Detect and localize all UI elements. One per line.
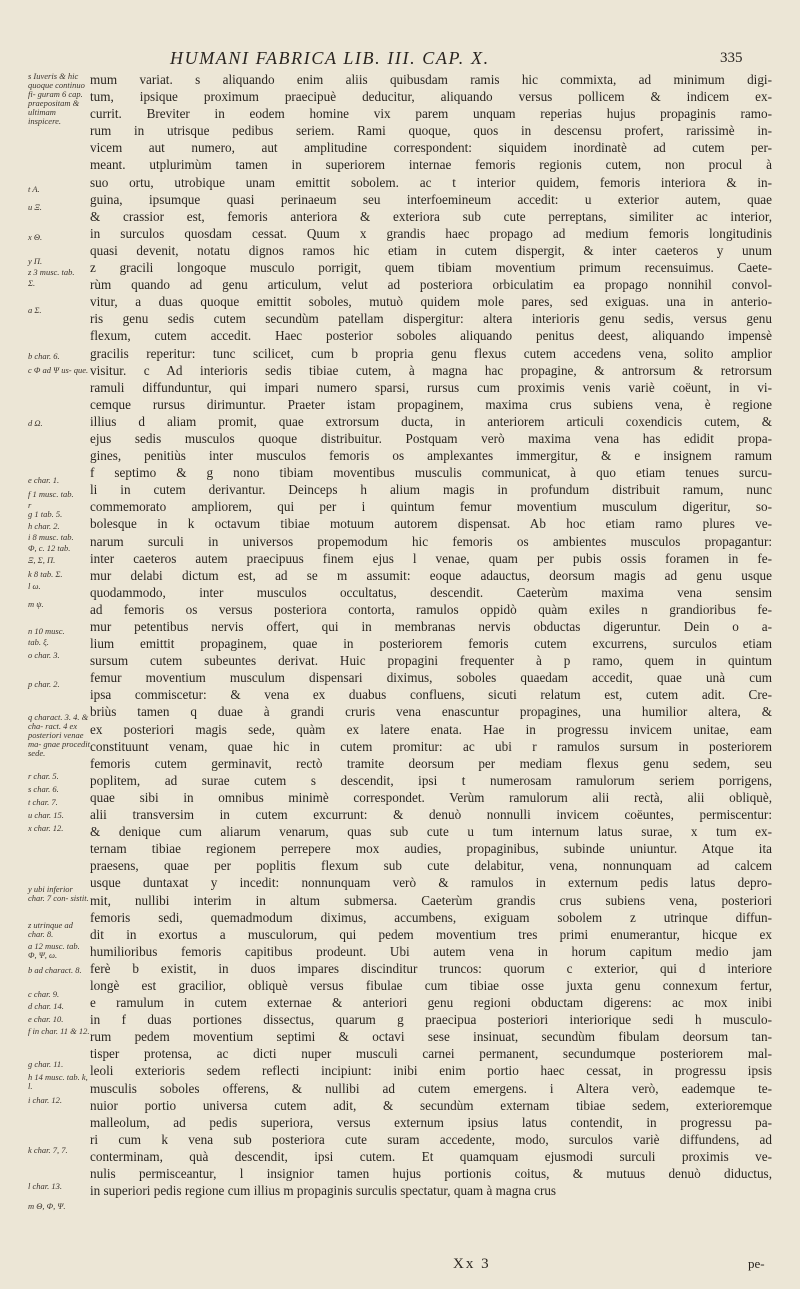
margin-note: u char. 15. — [28, 810, 64, 820]
margin-note: y Π. — [28, 256, 43, 266]
body-line: praesens, quae per poplitis flexum sub cute delabitur, vena, nonnunquam ad calcem — [90, 858, 772, 874]
margin-note: tab. ξ. — [28, 637, 49, 647]
margin-note: u Ξ. — [28, 202, 42, 212]
body-line: nulis permisceantur, l insignior tamen hujus portionis coitus, & mutuus denuò diductus, — [90, 1166, 772, 1181]
body-line: in surculos quosdam cessat. Quum x grandis haec propago ad medium femoris longitudinis — [90, 225, 772, 241]
body-line: mit, nullibi interim in altum submersa. Caeterùm grandis crus subiens vena, posteriori — [90, 892, 772, 908]
margin-note: Ξ, Σ, Π. — [28, 555, 56, 565]
body-line: ris genu sedis cutem secundùm patellam dispergitur: altera interioris genu sedis, versus genu — [90, 311, 772, 327]
margin-note: h char. 2. — [28, 521, 60, 531]
body-line: conterminam, quà descendit, ipsi cutem. Et quamquam ejusmodi surculi proximis ve- — [90, 1148, 772, 1164]
margin-note: k 8 tab. Σ. — [28, 569, 63, 579]
body-line: & denique cum aliarum venarum, quas sub cute u tum internum latus surae, x tum ex- — [90, 824, 772, 840]
body-line: tisper protensa, ac dicti nuper musculi carnei permanent, secundumque posteriorem mal- — [90, 1046, 772, 1062]
body-line: z gracili longoque musculo porrigit, quem tibiam moventium primum recensuimus. Caete- — [90, 260, 772, 276]
margin-note: g 1 tab. 5. — [28, 509, 63, 519]
margin-note: a Σ. — [28, 305, 42, 315]
margin-note: t char. 7. — [28, 797, 58, 807]
body-line: commemorato ampliorem, qui per i quintum femur moventium musculum digeritur, so- — [90, 499, 772, 515]
body-line: rùm quando ad genu articulum, velut ad posteriora orbiculatim ea propago nonnihil convol- — [90, 277, 772, 293]
body-line: quasi devenit, notatu dignos ramos hic etiam in cutem dispergit, & inter caeteros y unum — [90, 242, 772, 258]
margin-note: p char. 2. — [28, 679, 60, 689]
body-line: in f duas portiones dissectus, quarum g praecipua posteriori interiorique sedi h musculo- — [90, 1012, 772, 1028]
body-line: malleolum, ad pedis superiora, versus externum ipsius latus contendit, in progressu pa- — [90, 1114, 772, 1130]
page-footer — [0, 1256, 800, 1276]
body-line: gracilis reperitur: tunc scilicet, cum b propria genu flexus cutem accedens vena, solito amplior — [90, 345, 772, 361]
margin-note: n 10 musc. — [28, 626, 65, 636]
body-line: quodammodo, inter musculos occultatus, descendit. Caeterùm maxima vena sensim — [90, 584, 772, 600]
body-line: narum surculi in universos propemodum hic femoris os ambientes musculos propagantur: — [90, 533, 772, 549]
body-line: meant. utplurimùm tamen in superiorem internae femoris regionis cutem, non procul à — [90, 157, 772, 173]
margin-note: i char. 12. — [28, 1095, 62, 1105]
margin-note: o char. 3. — [28, 650, 60, 660]
body-line: femoris sedi, quemadmodum diximus, accumbens, exiguam sobolem z utrinque diffun- — [90, 909, 772, 925]
body-line: constituunt venam, quae hic in cutem promitur: ac ubi r ramulos sursum in posteriorem — [90, 738, 772, 754]
body-line: ipsa commiscetur: & vena ex duabus confluens, sicuti relatum est, cutem adit. Cre- — [90, 687, 772, 703]
body-line: nuior portio universa cutem adit, & secundùm externam tibiae sedem, exterioremque — [90, 1097, 772, 1113]
margin-note: x Θ. — [28, 232, 43, 242]
body-line: illius d aliam promit, quae extrorsum ducta, in anteriorem articuli coxendicis cutem, & — [90, 413, 772, 429]
margin-note: b ad charact. 8. — [28, 965, 82, 975]
margin-note: c char. 9. — [28, 989, 60, 999]
body-line: humilioribus femoris capitibus prodeunt. Ubi autem vena in horum capitum medio jam — [90, 943, 772, 959]
body-line: li in cutem derivantur. Deinceps h alium magis in profundum distribuit ramum, nunc — [90, 482, 772, 498]
margin-note: s Iuveris & hic quoque continuo fi- guram 6 cap. praepositam & ultimam inspicere. — [28, 71, 85, 126]
body-line: currit. Breviter in eodem homine vix parem unquam reperias hujus propaginis ramo- — [90, 106, 772, 122]
margin-note: g char. 11. — [28, 1059, 64, 1069]
signature-mark: Xx 3 — [453, 1256, 491, 1272]
body-text — [90, 71, 772, 1199]
margin-note: e char. 10. — [28, 1014, 64, 1024]
body-line: guina, ipsumque quasi perinaeum seu interfoemineum accedit: u exterior autem, quae — [90, 191, 772, 207]
body-line: ternam tibiae regionem perrepere mox audies, propaginibus, subinde uniuntur. Atque ita — [90, 841, 772, 857]
margin-note: z 3 musc. tab. — [28, 267, 75, 277]
margin-note: m Θ, Φ, Ψ. — [28, 1201, 66, 1211]
page-header — [0, 48, 800, 70]
body-line: ad femoris os versus posteriora contorta, ramulos oppidò quàm exiles n grandioribus fe- — [90, 601, 772, 617]
margin-note: f in char. 11 & 12. — [28, 1026, 90, 1036]
margin-note: e char. 1. — [28, 475, 60, 485]
body-line: sursum cutem subeuntes derivat. Huic propagini frequenter à p ramo, quem in quintum — [90, 653, 772, 669]
body-line: quae sibi in omnibus minimè correspondet. Verùm ramulorum alii rectà, alii obliquè, — [90, 789, 772, 805]
margin-note: r char. 5. — [28, 771, 59, 781]
body-line: ex posteriori magis sede, quàm ex latere enata. Hae in progressu invicem unitae, eam — [90, 721, 772, 737]
margin-note: h 14 musc. tab. k, l. — [28, 1072, 88, 1091]
margin-note: z utrinque ad char. 8. — [28, 920, 73, 939]
margin-note: q charact. 3. 4. & cha- ract. 4 ex posteriori venae ma- gnae procedit sede. — [28, 712, 91, 758]
margin-note: Σ. — [28, 278, 36, 288]
margin-notes — [28, 70, 91, 1250]
body-line: mur delabi dictum est, ad se m assumit: eoque adauctus, deorsum magis ad genu usque — [90, 567, 772, 583]
body-line: musculis soboles offerens, & nullibi ad cutem emergens. i Altera verò, eademque te- — [90, 1080, 772, 1096]
body-line: flexum, cutem accedit. Haec posterior soboles aliquando penitus deest, aliquando impensè — [90, 328, 772, 344]
margin-note: x char. 12. — [28, 823, 64, 833]
margin-note: f 1 musc. tab. — [28, 489, 74, 499]
body-line: ramuli diffunduntur, qui impari numero sparsi, rursus cum proximis venis variè coëunt, in vi- — [90, 379, 772, 395]
body-line: inter caeteros autem praecipuus finem ejus l venae, quam per pubis ossis foramen in fe- — [90, 550, 772, 566]
margin-note: b char. 6. — [28, 351, 60, 361]
body-line: rum in utrisque pedibus seriem. Rami quoque, quos in descensu profert, rarissimè in- — [90, 123, 772, 139]
margin-note: d Ω. — [28, 418, 43, 428]
body-line: in superiori pedis regione cum illius m propaginis surculis spectatur, quam à magna crus — [90, 1183, 557, 1199]
margin-note: Φ, c. 12 tab. — [28, 543, 71, 553]
body-line: vitur, a duas quoque emittit soboles, mutuò quidem mole pares, sed exiguas. una in anterio- — [90, 294, 772, 310]
body-line: rum pedem moventium septimi & octavi sese insinuat, secundùm fibulam deorsum tan- — [90, 1029, 772, 1045]
margin-note: i 8 musc. tab. — [28, 532, 74, 542]
body-line: leoli exterioris sedem reflecti incipiunt: inibi enim portio haec cessat, in progressu ipsis — [90, 1063, 772, 1079]
margin-note: l ω. — [28, 581, 41, 591]
body-line: tum, ipsique proximum praecipuè deducitur, aliquando versus pollicem & indicem ex- — [90, 89, 772, 105]
body-line: vicem aut numero, aut amplitudine correspondent: siquidem inordinatè ad cutem per- — [90, 140, 772, 156]
body-line: ferè b existit, in duos impares discinditur truncos: quorum c exterior, qui d interiore — [90, 960, 772, 976]
body-line: alii transversim in cutem excurrunt: & denuò nonnulli invicem coëuntes, permiscentur: — [90, 807, 772, 823]
body-line: cemque rursus dirimuntur. Praeter istam propaginem, maxima crus subiens vena, è regione — [90, 396, 772, 412]
body-line: f septimo & g nono tibiam moventibus musculis communicat, à quo etiam tenues surcu- — [90, 465, 772, 481]
body-line: mum variat. s aliquando enim aliis quibusdam ramis hic commixta, ad minimum digi- — [90, 72, 772, 87]
body-line: bolesque in k octavum tibiae motuum autorem dispensat. Ab hoc etiam ramo plures ve- — [90, 516, 772, 532]
body-line: ejus sedis musculos quoque distribuitur. Postquam verò maxima vena has edidit propa- — [90, 430, 772, 446]
body-line: ri cum k vena sub posteriora cute suram accedente, modo, surculos variè diffundens, ad — [90, 1131, 772, 1147]
body-line: longè est gracilior, obliquè versus fibulae cum tibiae osse juxta genu connexum fertur, — [90, 977, 772, 993]
margin-note: t A. — [28, 184, 40, 194]
body-line: gines, penitiùs inter musculos femoris os amplexantes immergitur, & e insignem ramum — [90, 448, 772, 464]
margin-note: s char. 6. — [28, 784, 59, 794]
body-line: visitur. c Ad interioris sedis tibiae cutem, à magna hac propagine, & antrorsum & retrorsum — [90, 362, 772, 378]
body-line: poplitem, ad surae cutem s descendit, ipsi t numerosam ramulorum seriem porrigens, — [90, 772, 772, 788]
body-line: dit in exortus a musculorum, qui pedem moventium tres primi enumerantur, hicque ex — [90, 926, 772, 942]
margin-note: a 12 musc. tab. Φ, Ψ, ω. — [28, 941, 80, 960]
margin-note: d char. 14. — [28, 1001, 64, 1011]
page-number: 335 — [720, 50, 743, 66]
body-line: e ramulum in cutem externae & anteriori genu regioni obductam digerens: ac mox inibi — [90, 995, 772, 1011]
body-line: usque duntaxat y incedit: nonnunquam verò & ramulos in externum pedis latus depro- — [90, 875, 772, 891]
catchword: pe- — [748, 1256, 765, 1271]
body-line: mur petentibus nervis offert, qui in membranas nervis obductas digeruntur. Dein o a- — [90, 619, 772, 634]
margin-note: r — [28, 500, 32, 510]
running-title: HUMANI FABRICA LIB. III. CAP. X. — [170, 48, 490, 68]
body-line: femur moventium musculum dispensari diximus, soboles quaedam accedit, quae unà cum — [90, 670, 772, 686]
body-line: suo ortu, utrobique unam emittit sobolem. ac t interior quidem, femoris interiora & in- — [90, 174, 772, 190]
margin-note: m ψ. — [28, 599, 44, 609]
body-line: femoris cutem germinavit, rectò tramite deorsum per mediam flexus genu sedem, seu — [90, 755, 772, 771]
margin-note: l char. 13. — [28, 1181, 62, 1191]
body-line: briùs tamen q duae à grandi cruris vena enascuntur propagines, una humilior altera, & — [90, 704, 772, 720]
margin-note: c Φ ad Ψ us- que. — [28, 365, 89, 375]
margin-note: y ubi inferior char. 7 con- sistit. — [28, 884, 89, 903]
body-line: & crassior est, femoris anteriora & exteriora sub cute perreptans, similiter ac interior, — [90, 208, 772, 224]
body-line: lium emittit propaginem, quae in posteriorem femoris cutem excurrens, surculos etiam — [90, 636, 772, 652]
margin-note: k char. 7, 7. — [28, 1145, 68, 1155]
